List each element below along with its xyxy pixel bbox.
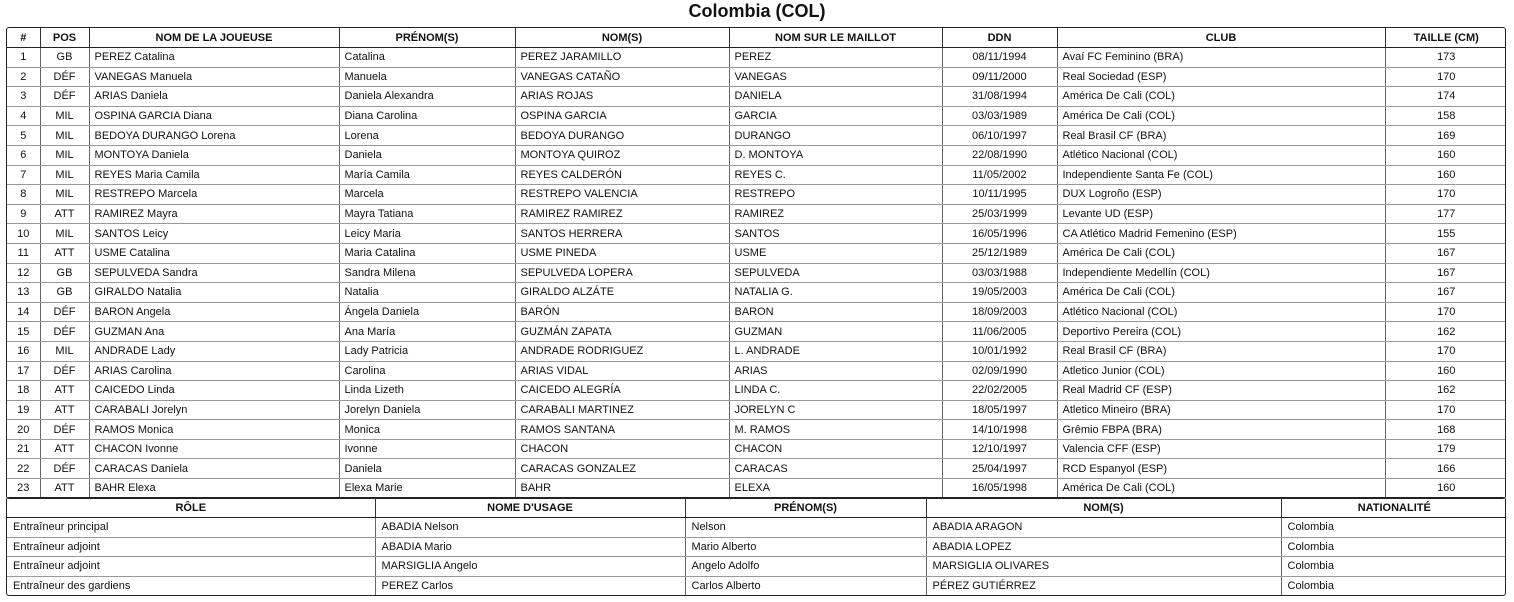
player-height: 170	[1385, 67, 1506, 87]
player-club: CA Atlético Madrid Femenino (ESP)	[1057, 224, 1385, 244]
player-first-names: Ivonne	[339, 439, 515, 459]
col-height: TAILLE (CM)	[1385, 28, 1506, 48]
staff-last-names: ABADIA ARAGON	[926, 518, 1281, 538]
player-club: RCD Espanyol (ESP)	[1057, 459, 1385, 479]
staff-first-names: Mario Alberto	[685, 537, 926, 557]
player-shirt-name: CARACAS	[729, 459, 942, 479]
player-name: GUZMAN Ana	[89, 322, 339, 342]
staff-usage-name: ABADIA Mario	[375, 537, 685, 557]
player-last-names: GIRALDO ALZÁTE	[515, 283, 729, 303]
player-last-names: CAICEDO ALEGRÍA	[515, 381, 729, 401]
player-number: 9	[7, 204, 40, 224]
staff-row	[7, 557, 1506, 577]
player-club: Grêmio FBPA (BRA)	[1057, 420, 1385, 440]
player-birth-date: 22/08/1990	[942, 145, 1057, 165]
player-row	[7, 87, 1506, 107]
player-height: 158	[1385, 106, 1506, 126]
player-position: ATT	[40, 204, 89, 224]
player-birth-date: 03/03/1988	[942, 263, 1057, 283]
player-birth-date: 06/10/1997	[942, 126, 1057, 146]
staff-first-names: Angelo Adolfo	[685, 557, 926, 577]
player-shirt-name: PEREZ	[729, 48, 942, 68]
player-row	[7, 145, 1506, 165]
player-position: DÉF	[40, 361, 89, 381]
player-birth-date: 10/11/1995	[942, 185, 1057, 205]
players-header-row	[7, 28, 1506, 48]
player-row	[7, 322, 1506, 342]
col-nationality: NATIONALITÉ	[1281, 498, 1506, 518]
player-last-names: GUZMÁN ZAPATA	[515, 322, 729, 342]
player-club: Levante UD (ESP)	[1057, 204, 1385, 224]
player-row	[7, 420, 1506, 440]
player-shirt-name: REYES C.	[729, 165, 942, 185]
player-height: 167	[1385, 283, 1506, 303]
player-position: ATT	[40, 400, 89, 420]
player-club: América De Cali (COL)	[1057, 479, 1385, 498]
player-first-names: Maria Catalina	[339, 243, 515, 263]
player-club: América De Cali (COL)	[1057, 87, 1385, 107]
player-last-names: PEREZ JARAMILLO	[515, 48, 729, 68]
player-first-names: Natalia	[339, 283, 515, 303]
player-row	[7, 400, 1506, 420]
player-position: MIL	[40, 106, 89, 126]
player-row	[7, 283, 1506, 303]
player-number: 11	[7, 243, 40, 263]
player-height: 162	[1385, 322, 1506, 342]
player-birth-date: 14/10/1998	[942, 420, 1057, 440]
player-shirt-name: ARIAS	[729, 361, 942, 381]
player-shirt-name: D. MONTOYA	[729, 145, 942, 165]
player-shirt-name: RESTREPO	[729, 185, 942, 205]
player-last-names: BEDOYA DURANGO	[515, 126, 729, 146]
player-number: 14	[7, 302, 40, 322]
player-number: 22	[7, 459, 40, 479]
player-birth-date: 09/11/2000	[942, 67, 1057, 87]
player-club: Valencia CFF (ESP)	[1057, 439, 1385, 459]
player-last-names: CHACON	[515, 439, 729, 459]
player-name: ARIAS Carolina	[89, 361, 339, 381]
player-name: GIRALDO Natalia	[89, 283, 339, 303]
staff-role: Entraîneur adjoint	[7, 537, 375, 557]
staff-nationality: Colombia	[1281, 557, 1506, 577]
player-birth-date: 31/08/1994	[942, 87, 1057, 107]
player-first-names: Carolina	[339, 361, 515, 381]
player-height: 160	[1385, 361, 1506, 381]
player-shirt-name: CHACON	[729, 439, 942, 459]
player-club: Real Madrid CF (ESP)	[1057, 381, 1385, 401]
player-row	[7, 341, 1506, 361]
player-position: DÉF	[40, 67, 89, 87]
player-number: 18	[7, 381, 40, 401]
player-birth-date: 22/02/2005	[942, 381, 1057, 401]
staff-header-row	[7, 498, 1506, 518]
col-shirt-name: NOM SUR LE MAILLOT	[729, 28, 942, 48]
player-height: 160	[1385, 165, 1506, 185]
player-last-names: SANTOS HERRERA	[515, 224, 729, 244]
player-row	[7, 185, 1506, 205]
player-birth-date: 10/01/1992	[942, 341, 1057, 361]
player-last-names: CARABALI MARTINEZ	[515, 400, 729, 420]
player-birth-date: 25/04/1997	[942, 459, 1057, 479]
player-name: MONTOYA Daniela	[89, 145, 339, 165]
player-shirt-name: USME	[729, 243, 942, 263]
staff-last-names: ABADIA LOPEZ	[926, 537, 1281, 557]
player-row	[7, 381, 1506, 401]
player-club: Real Sociedad (ESP)	[1057, 67, 1385, 87]
player-position: DÉF	[40, 302, 89, 322]
player-name: RAMIREZ Mayra	[89, 204, 339, 224]
col-birth-date: DDN	[942, 28, 1057, 48]
col-first-names: PRÉNOM(S)	[339, 28, 515, 48]
player-position: ATT	[40, 439, 89, 459]
player-height: 170	[1385, 341, 1506, 361]
player-position: DÉF	[40, 459, 89, 479]
player-last-names: SEPULVEDA LOPERA	[515, 263, 729, 283]
player-number: 16	[7, 341, 40, 361]
player-shirt-name: VANEGAS	[729, 67, 942, 87]
player-last-names: ARIAS VIDAL	[515, 361, 729, 381]
player-number: 5	[7, 126, 40, 146]
player-last-names: REYES CALDERÓN	[515, 165, 729, 185]
staff-role: Entraîneur adjoint	[7, 557, 375, 577]
player-position: MIL	[40, 224, 89, 244]
player-number: 20	[7, 420, 40, 440]
player-number: 15	[7, 322, 40, 342]
player-birth-date: 25/03/1999	[942, 204, 1057, 224]
player-height: 160	[1385, 145, 1506, 165]
player-birth-date: 08/11/1994	[942, 48, 1057, 68]
player-last-names: RESTREPO VALENCIA	[515, 185, 729, 205]
player-last-names: OSPINA GARCIA	[515, 106, 729, 126]
player-first-names: Linda Lizeth	[339, 381, 515, 401]
player-height: 167	[1385, 243, 1506, 263]
player-position: MIL	[40, 145, 89, 165]
player-name: CHACON Ivonne	[89, 439, 339, 459]
staff-usage-name: PEREZ Carlos	[375, 576, 685, 595]
player-number: 7	[7, 165, 40, 185]
player-name: RESTREPO Marcela	[89, 185, 339, 205]
player-position: ATT	[40, 479, 89, 498]
player-club: Real Brasil CF (BRA)	[1057, 126, 1385, 146]
player-position: MIL	[40, 341, 89, 361]
player-name: BARON Angela	[89, 302, 339, 322]
page-title: Colombia (COL)	[688, 1, 826, 21]
player-row	[7, 106, 1506, 126]
player-row	[7, 48, 1506, 68]
staff-last-names: PÉREZ GUTIÉRREZ	[926, 576, 1281, 595]
player-height: 166	[1385, 459, 1506, 479]
player-row	[7, 479, 1506, 498]
staff-row	[7, 576, 1506, 595]
player-first-names: Sandra Milena	[339, 263, 515, 283]
player-birth-date: 16/05/1998	[942, 479, 1057, 498]
player-birth-date: 11/05/2002	[942, 165, 1057, 185]
player-row	[7, 67, 1506, 87]
player-number: 17	[7, 361, 40, 381]
player-height: 177	[1385, 204, 1506, 224]
player-row	[7, 361, 1506, 381]
player-number: 10	[7, 224, 40, 244]
player-last-names: MONTOYA QUIROZ	[515, 145, 729, 165]
players-table	[6, 27, 1506, 499]
player-last-names: RAMOS SANTANA	[515, 420, 729, 440]
player-row	[7, 224, 1506, 244]
player-club: Atletico Junior (COL)	[1057, 361, 1385, 381]
staff-nationality: Colombia	[1281, 518, 1506, 538]
player-birth-date: 11/06/2005	[942, 322, 1057, 342]
player-shirt-name: SANTOS	[729, 224, 942, 244]
player-last-names: RAMIREZ RAMIREZ	[515, 204, 729, 224]
player-first-names: Jorelyn Daniela	[339, 400, 515, 420]
col-position: POS	[40, 28, 89, 48]
staff-nationality: Colombia	[1281, 537, 1506, 557]
player-number: 12	[7, 263, 40, 283]
player-position: DÉF	[40, 87, 89, 107]
staff-nationality: Colombia	[1287, 580, 1334, 593]
player-shirt-name: LINDA C.	[729, 381, 942, 401]
player-row	[7, 302, 1506, 322]
player-height: 179	[1385, 439, 1506, 459]
player-shirt-name: BARON	[729, 302, 942, 322]
player-name: PEREZ Catalina	[89, 48, 339, 68]
player-club: América De Cali (COL)	[1057, 283, 1385, 303]
player-position: MIL	[40, 126, 89, 146]
player-first-names: Daniela	[339, 459, 515, 479]
player-first-names: Lorena	[339, 126, 515, 146]
player-name: ARIAS Daniela	[89, 87, 339, 107]
staff-usage-name: ABADIA Nelson	[375, 518, 685, 538]
col-last-names: NOM(S)	[515, 28, 729, 48]
player-first-names: Catalina	[339, 48, 515, 68]
player-club: Independiente Santa Fe (COL)	[1057, 165, 1385, 185]
player-last-names: ANDRADE RODRIGUEZ	[515, 341, 729, 361]
player-first-names: Ana María	[339, 322, 515, 342]
player-name: REYES Maria Camila	[89, 165, 339, 185]
player-row	[7, 165, 1506, 185]
staff-row	[7, 518, 1506, 538]
col-role: RÔLE	[7, 498, 375, 518]
player-position: DÉF	[40, 322, 89, 342]
staff-table	[6, 497, 1506, 596]
player-club: Atlético Nacional (COL)	[1057, 145, 1385, 165]
player-height: 155	[1385, 224, 1506, 244]
col-number: #	[7, 28, 40, 48]
staff-last-names: MARSIGLIA OLIVARES	[926, 557, 1281, 577]
player-name: BEDOYA DURANGO Lorena	[89, 126, 339, 146]
player-shirt-name: M. RAMOS	[729, 420, 942, 440]
player-first-names: María Camila	[339, 165, 515, 185]
player-position: GB	[40, 283, 89, 303]
player-row	[7, 126, 1506, 146]
player-birth-date: 19/05/2003	[942, 283, 1057, 303]
player-number: 21	[7, 439, 40, 459]
player-first-names: Monica	[339, 420, 515, 440]
player-first-names: Elexa Marie	[339, 479, 515, 498]
player-number: 23	[7, 479, 40, 498]
player-name: CARACAS Daniela	[89, 459, 339, 479]
player-number: 1	[7, 48, 40, 68]
player-height: 162	[1385, 381, 1506, 401]
player-name: SANTOS Leicy	[89, 224, 339, 244]
player-position: DÉF	[40, 420, 89, 440]
player-name: VANEGAS Manuela	[89, 67, 339, 87]
player-name: USME Catalina	[89, 243, 339, 263]
player-birth-date: 02/09/1990	[942, 361, 1057, 381]
player-shirt-name: RAMIREZ	[729, 204, 942, 224]
player-number: 6	[7, 145, 40, 165]
staff-role: Entraîneur des gardiens	[7, 576, 375, 595]
player-height: 160	[1437, 482, 1456, 495]
player-first-names: Daniela Alexandra	[339, 87, 515, 107]
player-birth-date: 12/10/1997	[942, 439, 1057, 459]
player-last-names: USME PINEDA	[515, 243, 729, 263]
player-name: CARABALI Jorelyn	[89, 400, 339, 420]
col-player-name: NOM DE LA JOUEUSE	[89, 28, 339, 48]
player-club: Atlético Nacional (COL)	[1057, 302, 1385, 322]
player-shirt-name: NATALIA G.	[729, 283, 942, 303]
player-first-names: Lady Patricia	[339, 341, 515, 361]
player-height: 170	[1385, 302, 1506, 322]
player-position: MIL	[40, 185, 89, 205]
player-shirt-name: SEPULVEDA	[729, 263, 942, 283]
player-row	[7, 459, 1506, 479]
player-club: América De Cali (COL)	[1057, 106, 1385, 126]
player-birth-date: 18/09/2003	[942, 302, 1057, 322]
player-last-names: ARIAS ROJAS	[515, 87, 729, 107]
player-last-names: BARÓN	[515, 302, 729, 322]
player-last-names: CARACAS GONZALEZ	[515, 459, 729, 479]
player-club: Independiente Medellín (COL)	[1057, 263, 1385, 283]
player-shirt-name: ELEXA	[729, 479, 942, 498]
player-birth-date: 18/05/1997	[942, 400, 1057, 420]
player-number: 3	[7, 87, 40, 107]
player-first-names: Manuela	[339, 67, 515, 87]
player-first-names: Mayra Tatiana	[339, 204, 515, 224]
player-number: 8	[7, 185, 40, 205]
player-first-names: Marcela	[339, 185, 515, 205]
player-birth-date: 03/03/1989	[942, 106, 1057, 126]
player-shirt-name: L. ANDRADE	[729, 341, 942, 361]
player-height: 173	[1385, 48, 1506, 68]
staff-first-names: Nelson	[685, 518, 926, 538]
player-birth-date: 16/05/1996	[942, 224, 1057, 244]
player-shirt-name: GARCIA	[729, 106, 942, 126]
player-club: Deportivo Pereira (COL)	[1057, 322, 1385, 342]
player-height: 169	[1385, 126, 1506, 146]
player-number: 13	[7, 283, 40, 303]
player-first-names: Leicy Maria	[339, 224, 515, 244]
col-staff-last-names: NOM(S)	[926, 498, 1281, 518]
player-first-names: Daniela	[339, 145, 515, 165]
player-name: SEPULVEDA Sandra	[89, 263, 339, 283]
staff-row	[7, 537, 1506, 557]
player-club: DUX Logroño (ESP)	[1057, 185, 1385, 205]
player-club: Avaí FC Feminino (BRA)	[1057, 48, 1385, 68]
player-height: 174	[1385, 87, 1506, 107]
player-club: Real Brasil CF (BRA)	[1057, 341, 1385, 361]
player-name: OSPINA GARCIA Diana	[89, 106, 339, 126]
staff-first-names: Carlos Alberto	[685, 576, 926, 595]
player-shirt-name: DURANGO	[729, 126, 942, 146]
player-first-names: Ángela Daniela	[339, 302, 515, 322]
player-position: MIL	[40, 165, 89, 185]
player-height: 168	[1385, 420, 1506, 440]
player-row	[7, 243, 1506, 263]
player-row	[7, 439, 1506, 459]
player-height: 170	[1385, 185, 1506, 205]
player-club: Atletico Mineiro (BRA)	[1057, 400, 1385, 420]
player-row	[7, 204, 1506, 224]
staff-role: Entraîneur principal	[7, 518, 375, 538]
player-first-names: Diana Carolina	[339, 106, 515, 126]
player-position: ATT	[40, 243, 89, 263]
col-staff-first-names: PRÉNOM(S)	[685, 498, 926, 518]
player-name: ANDRADE Lady	[89, 341, 339, 361]
staff-usage-name: MARSIGLIA Angelo	[375, 557, 685, 577]
player-height: 167	[1385, 263, 1506, 283]
player-birth-date: 25/12/1989	[942, 243, 1057, 263]
player-shirt-name: JORELYN C	[729, 400, 942, 420]
player-height: 170	[1385, 400, 1506, 420]
player-name: RAMOS Monica	[89, 420, 339, 440]
player-club: América De Cali (COL)	[1057, 243, 1385, 263]
player-name: BAHR Elexa	[89, 479, 339, 498]
player-number: 19	[7, 400, 40, 420]
col-usage-name: NOME D'USAGE	[375, 498, 685, 518]
player-last-names: VANEGAS CATAÑO	[515, 67, 729, 87]
player-name: CAICEDO Linda	[89, 381, 339, 401]
player-number: 4	[7, 106, 40, 126]
player-last-names: BAHR	[515, 479, 729, 498]
player-shirt-name: GUZMAN	[729, 322, 942, 342]
player-position: ATT	[40, 381, 89, 401]
player-number: 2	[7, 67, 40, 87]
col-club: CLUB	[1057, 28, 1385, 48]
player-shirt-name: DANIELA	[729, 87, 942, 107]
player-position: GB	[40, 263, 89, 283]
player-row	[7, 263, 1506, 283]
player-position: GB	[40, 48, 89, 68]
